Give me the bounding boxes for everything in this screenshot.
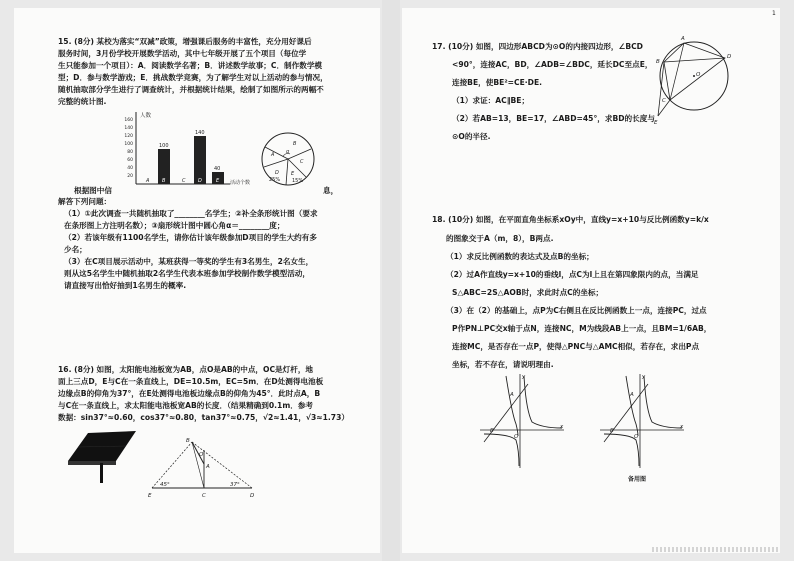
tick-label: 80 [127,150,133,155]
graph2-B: B [610,428,614,434]
fig17-A: A [681,36,685,42]
pie-label-C: C [300,159,304,165]
fig16-angle-45: 45° [160,482,170,488]
q16-line-3: 边缘点B的仰角为37°，在E处测得电池板边缘点B的仰角为45°．此时点A，B [58,389,321,398]
q15-line-5: 随机抽取部分学生进行了调查统计，并根据统计结果，绘制了如图所示的两幅不 [58,85,324,94]
pie-chart [256,130,326,190]
bar-x-E: E [216,178,220,184]
solar-panel-image [64,425,144,485]
bar-E-value: 40 [214,166,221,172]
q18-line-3: （1）求反比例函数的表达式及点B的坐标； [446,252,594,261]
tick-label: 20 [127,174,133,179]
fig16-O: O [199,452,204,458]
pie-label-A: A [271,152,275,158]
graph2-O: O [634,434,639,440]
fig17-C: C [662,98,666,104]
fig17-B: B [656,59,660,65]
graph1-y: y [522,374,526,380]
bar-B-value: 100 [159,143,169,149]
pie-label-E: E [291,171,295,177]
fig16-D: D [250,493,255,499]
graph2-A: A [630,392,634,398]
q16-line-5: 数据：sin37°≈0.60，cos37°≈0.80，tan37°≈0.75，√2≈1.41，√3≈1.73） [58,413,349,422]
q17-line-6: ⊙O的半径. [452,132,491,141]
tick-label: 100 [124,142,133,147]
q15-line-2: 服务时间，3月份学校开展数学活动，其中七年级开展了五个项目（每位学 [58,49,307,58]
graph2-y: y [642,374,646,380]
q15-line-6: 完整的统计图. [58,97,107,106]
tick-label: 60 [127,158,133,163]
tick-label: 160 [124,118,133,123]
graph1-O: O [514,434,519,440]
graph1-A: A [510,392,514,398]
fig17-O: O [696,72,701,78]
fig17-D: D [727,54,732,60]
q17-line-2: <90°，连接AC，BD，∠ADB=∠BDC，延长DC至点E， [452,60,653,69]
fig16-C: C [202,493,206,499]
q17-line-4: （1）求证：AC∥BE； [452,96,530,105]
q18-graph-main [476,370,566,470]
pie-label-D: D [275,170,279,176]
tick-label: 120 [124,134,133,139]
q18-line-6: （3）在（2）的基础上，点P为C右侧且在反比例函数上一点，连接PC，过点 [446,306,707,315]
scan-stripes [652,547,780,552]
bar-x-D: D [198,178,202,184]
q16-geometry-figure [140,432,270,502]
fig16-A: A [206,464,210,470]
q17-line-5: （2）若AB=13，BE=17，∠ABD=45°，求BD的长度与 [452,114,655,123]
tick-label: 40 [127,166,133,171]
page-mark: 1 [772,10,776,17]
fig16-E: E [148,493,152,499]
fig17-E: E [654,120,658,126]
q17-circle-figure [648,30,738,130]
q18-line-9: 坐标，若不存在，请说明理由. [452,360,554,369]
q16-line-4: 与C在一条直线上，求太阳能电池板宽AB的长度．（结果精确到0.1m．参考 [58,401,314,410]
graph1-x: x [560,424,564,430]
bar-x-C: C [182,178,186,184]
q15-sub-1: （1）①此次调查一共随机抽取了________名学生；②补全条形统计图（要求 [64,209,318,218]
q16-line-1: 16. (8分) 如图，太阳能电池板宽为AB，点O是AB的中点，OC是灯杆，地 [58,365,314,374]
q15-line-4: 型；D．参与数学游戏；E．挑战数学竞赛，为了解学生对以上活动的参与情况， [58,73,328,82]
bar-D-value: 140 [195,130,205,136]
q17-line-3: 连接BE，使BE²=CE·DE. [452,78,543,87]
q18-line-7: P作PN⊥PC交x轴于点N，连接NC，M为线段AB上一点，且BM=1/6AB， [452,324,712,333]
q18-line-2: 的图象交于A（m，8），B两点. [446,234,554,243]
q18-line-1: 18. (10分) 如图，在平面直角坐标系xOy中，直线y=x+10与反比例函数y=k/x [432,215,709,224]
q15-sub-5: （3）在C项目展示活动中，某班获得一等奖的学生有3名男生，2名女生， [64,257,314,266]
q15-sub-3: （2）若该年级有1100名学生，请你估计该年级参加D项目的学生大约有多 [64,233,317,242]
bar-chart [112,108,262,186]
tick-label: 140 [124,126,133,131]
pie-label-alpha: α [286,149,290,155]
q18-line-4: （2）过A作直线y=x+10的垂线l，点C为l上且在第四象限内的点，当满足 [446,270,699,279]
q15-sub-4: 少名； [64,245,87,254]
bar-chart-ylabel: 人数 [140,113,152,119]
bar-x-B: B [162,178,166,184]
q15-after-fig-1: 根据图中信 [74,186,112,195]
q15-line-3: 生只能参加一个项目）：A．阅读数学名著；B．讲述数学故事；C．制作数学模 [58,61,323,70]
q16-line-2: 面上三点D，E与C在一条直线上，DE=10.5m，EC=5m．在D处测得电池板 [58,377,324,386]
fig16-B: B [186,438,190,444]
q18-line-5: S△ABC=2S△AOB时，求此时点C的坐标； [452,288,604,297]
q15-sub-2: 在条形图上方注明名数）；③扇形统计图中圆心角α＝________度； [64,221,285,230]
q17-line-1: 17. (10分) 如图，四边形ABCD为⊙O的内接四边形，∠BCD [432,42,643,51]
bar-chart-xlabel: 活动个数 [230,180,251,186]
bar-D [194,136,206,184]
graph1-B: B [490,428,494,434]
q15-sub-6: 则从这5名学生中随机抽取2名学生代表本班参加学校制作数学模型活动， [64,269,310,278]
graph2-x: x [680,424,684,430]
pie-label-B: B [293,141,297,147]
q15-after-fig-2: 息， [323,186,339,195]
pie-pct-D: 25% [269,177,281,183]
fig16-angle-37: 37° [230,482,240,488]
q18-graph-spare [596,370,686,470]
q18-graph-caption: 备用图 [628,476,647,483]
bar-x-A: A [146,178,150,184]
q15-line-1: 15. (8分) 某校为落实“双减”政策，增强课后服务的丰富性，充分用好课后 [58,37,312,46]
q15-sub-7: 请直接写出恰好抽到1名男生的概率. [64,281,187,290]
q18-line-8: 连接MC，是否存在一点P，使得△PNC与△AMC相似，若存在，求出P点 [452,342,700,351]
pie-pct-E: 15% [292,178,304,184]
q15-after-fig-3: 解答下列问题： [58,197,112,206]
page-gutter [382,0,400,561]
